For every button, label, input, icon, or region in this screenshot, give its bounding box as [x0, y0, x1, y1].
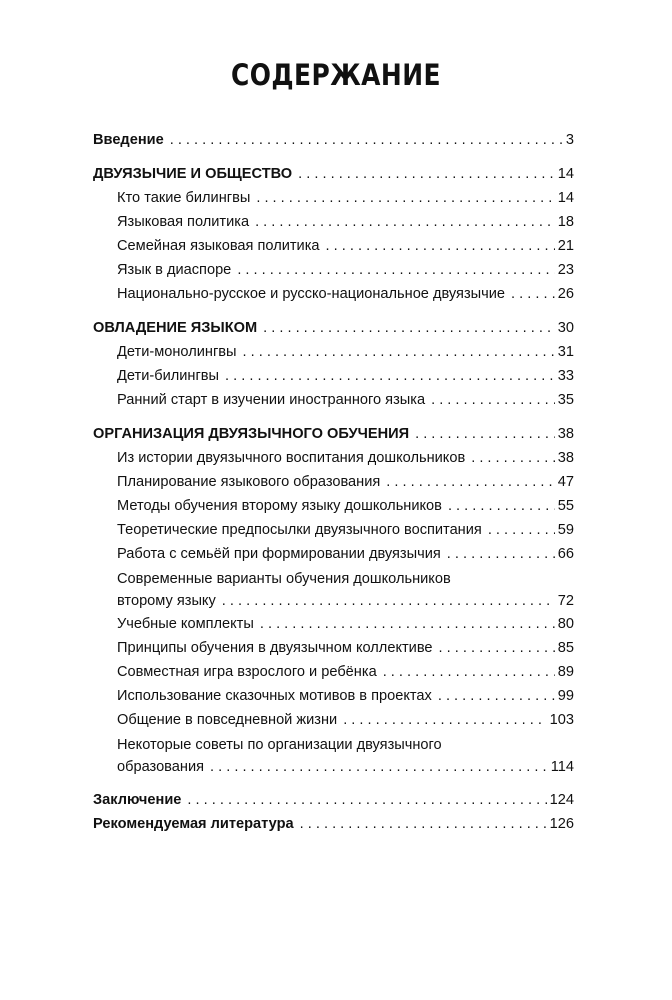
toc-page-number: 99	[557, 688, 574, 704]
toc-page-number: 85	[557, 640, 574, 656]
toc-page-number: 18	[557, 214, 574, 230]
dot-leader	[488, 518, 555, 542]
toc-page-number: 80	[557, 616, 574, 632]
toc-entry[interactable]	[93, 684, 574, 708]
dot-leader	[210, 756, 548, 778]
toc-entry-title: Методы обучения второму языку дошкольников	[117, 498, 442, 514]
toc-page-number: 26	[557, 286, 574, 302]
toc-page-number: 55	[557, 498, 574, 514]
dot-leader	[256, 186, 554, 210]
toc-entry-title: Использование сказочных мотивов в проектах	[117, 688, 432, 704]
toc-page-number: 126	[549, 816, 574, 832]
dot-leader	[447, 542, 555, 566]
toc-entry-title: Семейная языковая политика	[117, 238, 320, 254]
toc-entry-title: Введение	[93, 132, 164, 148]
toc-page-number: 47	[557, 474, 574, 490]
toc-entry[interactable]	[93, 340, 574, 364]
toc-entry-title: Некоторые советы по организации двуязычного	[117, 737, 442, 753]
toc-entry[interactable]	[93, 364, 574, 388]
toc-entry-title-cont: образования	[117, 759, 205, 775]
dot-leader	[383, 660, 555, 684]
dot-leader	[343, 708, 546, 732]
toc-entry-title: ОРГАНИЗАЦИЯ ДВУЯЗЫЧНОГО ОБУЧЕНИЯ	[93, 426, 410, 442]
toc-entry-title: Дети-билингвы	[117, 368, 220, 384]
toc-entry-title: Работа с семьёй при формировании двуязычия	[117, 546, 441, 562]
toc-section-language-acquisition[interactable]	[93, 316, 574, 340]
toc-page-number: 3	[565, 132, 574, 148]
toc-entry-title: Дети-монолингвы	[117, 344, 237, 360]
toc-page-number: 38	[557, 450, 574, 466]
toc-page-number: 103	[549, 712, 574, 728]
toc-entry[interactable]	[93, 186, 574, 210]
dot-leader	[225, 364, 555, 388]
toc-page-number: 66	[557, 546, 574, 562]
toc-entry[interactable]	[93, 494, 574, 518]
dot-leader	[386, 470, 554, 494]
toc-page-number: 35	[557, 392, 574, 408]
toc-entry[interactable]	[93, 446, 574, 470]
toc-entry-conclusion[interactable]	[93, 788, 574, 812]
dot-leader	[260, 612, 555, 636]
toc-page-number: 30	[557, 320, 574, 336]
toc-entry[interactable]	[93, 518, 574, 542]
toc-entry[interactable]	[93, 542, 574, 566]
dot-leader	[170, 128, 563, 152]
toc-entry-title: Заключение	[93, 792, 182, 808]
toc-entry[interactable]	[93, 210, 574, 234]
toc-page-number: 14	[557, 190, 574, 206]
toc-entry[interactable]	[93, 612, 574, 636]
toc-entry-title: Рекомендуемая литература	[93, 816, 294, 832]
toc-entry-title: Совместная игра взрослого и ребёнка	[117, 664, 377, 680]
dot-leader	[298, 162, 555, 186]
toc-entry[interactable]	[93, 388, 574, 412]
page-title: СОДЕРЖАНИЕ	[231, 58, 441, 92]
toc-page-number: 114	[550, 759, 574, 775]
toc-page-number: 33	[557, 368, 574, 384]
toc-entry[interactable]	[93, 636, 574, 660]
toc-entry[interactable]	[93, 258, 574, 282]
toc-entry-title: Принципы обучения в двуязычном коллективе	[117, 640, 433, 656]
toc-page-number: 89	[557, 664, 574, 680]
dot-leader	[326, 234, 555, 258]
toc-page-number: 124	[549, 792, 574, 808]
dot-leader	[237, 258, 554, 282]
dot-leader	[439, 636, 555, 660]
dot-leader	[438, 684, 555, 708]
toc-entry-title: Общение в повседневной жизни	[117, 712, 338, 728]
toc-entry[interactable]	[93, 708, 574, 732]
toc-entry[interactable]	[93, 660, 574, 684]
toc-page-number: 23	[557, 262, 574, 278]
toc-page-number: 14	[557, 166, 574, 182]
toc-page-number: 38	[557, 426, 574, 442]
toc-entry-introduction[interactable]	[93, 128, 574, 152]
toc-entry-title: Из истории двуязычного воспитания дошкольников	[117, 450, 466, 466]
dot-leader	[243, 340, 555, 364]
toc-entry-title-cont: второму языку	[117, 593, 216, 609]
dot-leader	[471, 446, 555, 470]
toc-entry-two-line[interactable]	[93, 734, 574, 778]
toc-entry-title: Язык в диаспоре	[117, 262, 232, 278]
toc-entry-title: Кто такие билингвы	[117, 190, 251, 206]
dot-leader	[415, 422, 555, 446]
toc-page-number: 21	[557, 238, 574, 254]
dot-leader	[263, 316, 555, 340]
dot-leader	[222, 590, 555, 612]
toc-entry-title: ОВЛАДЕНИЕ ЯЗЫКОМ	[93, 320, 258, 336]
toc-entry-title: ДВУЯЗЫЧИЕ И ОБЩЕСТВО	[93, 166, 293, 182]
toc-page-number: 72	[557, 593, 574, 609]
dot-leader	[187, 788, 546, 812]
toc-page-number: 31	[557, 344, 574, 360]
toc-entry-title: Национально-русское и русско-национальное двуязычие	[117, 286, 506, 302]
dot-leader	[448, 494, 555, 518]
toc-entry-two-line[interactable]	[93, 568, 574, 612]
toc-entry-title: Ранний старт в изучении иностранного языка	[117, 392, 426, 408]
toc-page-number: 59	[557, 522, 574, 538]
dot-leader	[511, 282, 555, 306]
toc-entry[interactable]	[93, 234, 574, 258]
toc-entry-title: Современные варианты обучения дошкольников	[117, 571, 451, 587]
toc-entry-title: Теоретические предпосылки двуязычного воспитания	[117, 522, 482, 538]
toc-section-bilingualism-society[interactable]	[93, 162, 574, 186]
toc-entry-references[interactable]	[93, 812, 574, 836]
toc-entry[interactable]	[93, 470, 574, 494]
toc-entry[interactable]	[93, 282, 574, 306]
dot-leader	[300, 812, 547, 836]
dot-leader	[431, 388, 555, 412]
toc-entry-title: Языковая политика	[117, 214, 250, 230]
toc-entry-title: Учебные комплекты	[117, 616, 254, 632]
toc-section-bilingual-education[interactable]	[93, 422, 574, 446]
dot-leader	[255, 210, 555, 234]
table-of-contents	[93, 128, 574, 836]
toc-entry-title: Планирование языкового образования	[117, 474, 381, 490]
